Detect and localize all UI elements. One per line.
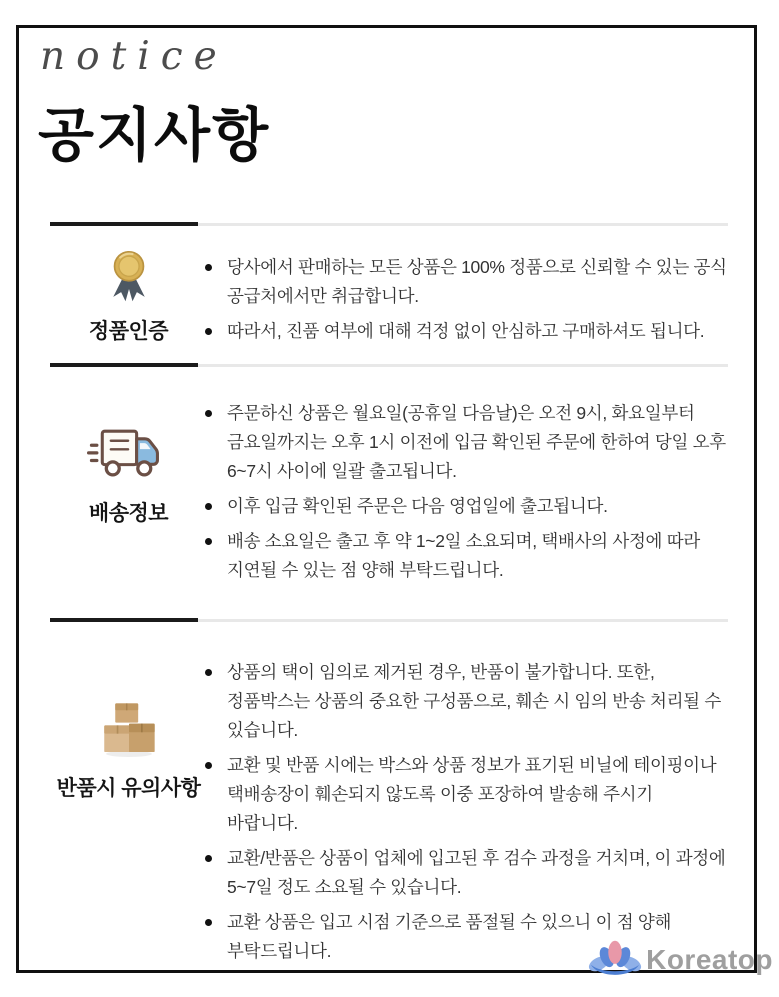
- bullet-dot: [205, 410, 212, 417]
- bullet-dot: [205, 855, 212, 862]
- bullet-text: 상품의 택이 임의로 제거된 경우, 반품이 불가합니다. 또한, 정품박스는 상품의 중요한 구성품으로, 훼손 시 임의 반송 처리될 수 있습니다.: [227, 662, 721, 740]
- divider-light-segment: [198, 223, 728, 226]
- bullet-dot: [205, 264, 212, 271]
- section-divider: [50, 363, 728, 367]
- bullet-text: 교환/반품은 상품이 업체에 입고된 후 검수 과정을 거치며, 이 과정에 5~7일 정도 소요될 수 있습니다.: [227, 848, 726, 897]
- list-item: [202, 751, 728, 838]
- bullet-text: 따라서, 진품 여부에 대해 걱정 없이 안심하고 구매하셔도 됩니다.: [227, 321, 705, 341]
- divider-light-segment: [198, 619, 728, 622]
- section-shipping-header: [26, 424, 231, 527]
- boxes-icon: [96, 697, 162, 763]
- bullet-text: 배송 소요일은 출고 후 약 1~2일 소요되며, 택배사의 사정에 따라 지연될 수 있는 점 양해 부탁드립니다.: [227, 531, 700, 580]
- section-returns-header: [26, 697, 231, 802]
- list-item: [202, 658, 728, 745]
- bullet-dot: [205, 669, 212, 676]
- list-item: [202, 492, 728, 521]
- bullet-text: 당사에서 판매하는 모든 상품은 100% 정품으로 신뢰할 수 있는 공식 공급처에서만 취급합니다.: [227, 257, 727, 306]
- bullet-dot: [205, 538, 212, 545]
- section-label: 배송정보: [88, 502, 169, 525]
- medal-icon: [101, 244, 157, 306]
- truck-icon: [87, 424, 171, 488]
- divider-dark-segment: [50, 222, 198, 226]
- section-returns-bullets: [202, 658, 728, 972]
- section-label: 정품인증: [88, 320, 169, 343]
- section-divider: [50, 222, 728, 226]
- bullet-text: 이후 입금 확인된 주문은 다음 영업일에 출고됩니다.: [227, 496, 608, 516]
- bullet-dot: [205, 919, 212, 926]
- divider-dark-segment: [50, 618, 198, 622]
- list-item: [202, 253, 728, 311]
- section-shipping-bullets: [202, 399, 728, 591]
- list-item: [202, 317, 728, 346]
- script-subtitle: notice: [40, 34, 228, 79]
- bullet-text: 주문하신 상품은 월요일(공휴일 다음날)은 오전 9시, 화요일부터 금요일까지는 오후 1시 이전에 입금 확인된 주문에 한하여 당일 오후 6~7시 사이에 일괄 출고됩니다.: [227, 403, 726, 481]
- brand-name: Koreatop: [646, 944, 773, 975]
- page-title: 공지사항: [38, 103, 271, 168]
- divider-light-segment: [198, 364, 728, 367]
- list-item: [202, 844, 728, 902]
- section-divider: [50, 618, 728, 622]
- bullet-dot: [205, 503, 212, 510]
- divider-dark-segment: [50, 363, 198, 367]
- list-item: [202, 527, 728, 585]
- list-item: [202, 399, 728, 486]
- bullet-dot: [205, 328, 212, 335]
- lotus-icon: [586, 936, 644, 984]
- bullet-text: 교환 상품은 입고 시점 기준으로 품절될 수 있으니 이 점 양해 부탁드립니다.: [227, 912, 672, 961]
- bullet-dot: [205, 762, 212, 769]
- section-label: 반품시 유의사항: [56, 777, 201, 800]
- bullet-text: 교환 및 반품 시에는 박스와 상품 정보가 표기된 비닐에 테이핑이나 택배송장이 훼손되지 않도록 이중 포장하여 발송해 주시기 바랍니다.: [227, 755, 717, 833]
- brand-lockup: [586, 936, 773, 984]
- section-authenticity-bullets: [202, 253, 728, 352]
- section-authenticity-header: [26, 244, 231, 345]
